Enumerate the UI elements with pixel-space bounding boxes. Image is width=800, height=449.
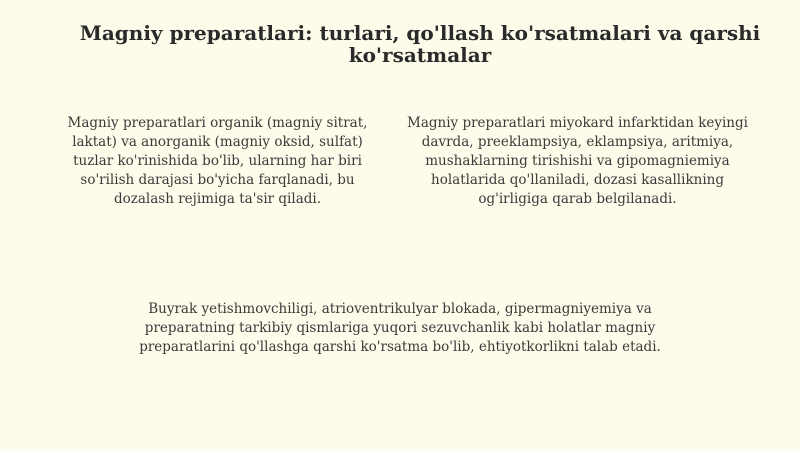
slide-title: Magniy preparatlari: turlari, qo'llash ko'rsatmalari va qarshi ko'rsatmalar xyxy=(79,21,761,67)
paragraph-indications: Magniy preparatlari miyokard infarktidan keyingi davrda, preeklampsiya, eklampsiya, aritmiya, mushaklarning tirishishi va gipomagniemiya holatlarida qo'llaniladi, dozasi kasallikning og'irligiga qarab belgilanadi. xyxy=(407,115,748,207)
paragraph-types: Magniy preparatlari organik (magniy sitrat, laktat) va anorganik (magniy oksid, sulfat) tuzlar ko'rinishida bo'lib, ularning har biri so'rilish darajasi bo'yicha farqlanadi, bu dozalash rejimiga ta'sir qiladi. xyxy=(67,115,368,207)
paragraph-contraindications: Buyrak yetishmovchiligi, atrioventrikulyar blokada, gipermagniyemiya va preparatning tarkibiy qismlariga yuqori sezuvchanlik kabi holatlar magniy preparatlarini qo'llashga qarshi ko'rsatma bo'lib, ehtiyotkorlikni talab etadi. xyxy=(139,301,661,355)
